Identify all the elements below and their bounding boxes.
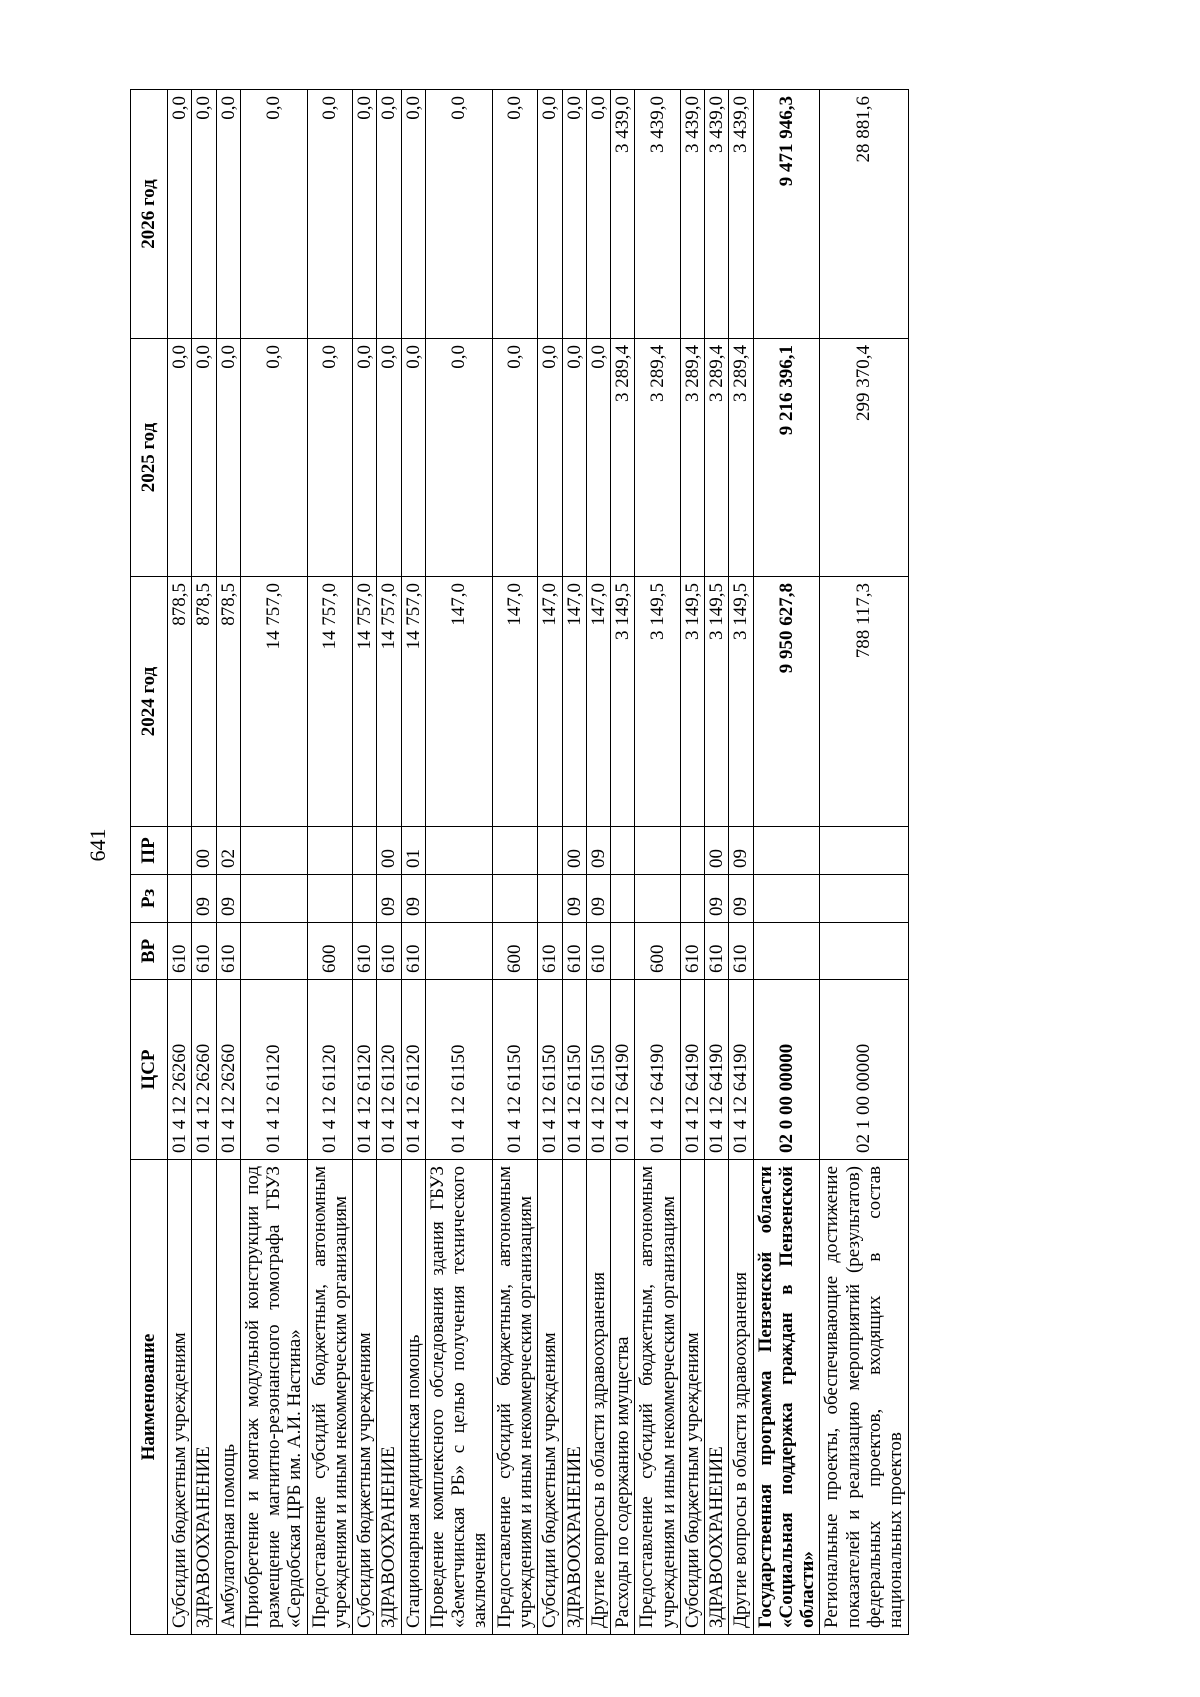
cell-csr: 01 4 12 26260: [168, 980, 192, 1160]
cell-csr: 01 4 12 26260: [192, 980, 216, 1160]
cell-y2024: 3 149,5: [705, 577, 729, 827]
table-header-row: [131, 90, 168, 1635]
cell-y2024: 878,5: [216, 577, 240, 827]
table-row: [401, 90, 425, 1635]
cell-name: Субсидии бюджетным учреждениям: [538, 1160, 562, 1635]
cell-name: Приобретение и монтаж модульной конструкции под размещение магнитно-резонансного томографа ГБУЗ «Сердобская ЦРБ им. А.И. Настина»: [240, 1160, 307, 1635]
header-2024: 2024 год: [131, 577, 168, 827]
cell-y2025: 3 289,4: [635, 339, 681, 577]
cell-rz: [538, 875, 562, 923]
cell-y2024: 147,0: [425, 577, 492, 827]
header-vr: ВР: [131, 923, 168, 980]
cell-name: Региональные проекты, обеспечивающие достижение показателей и реализацию мероприятий (результатов) федеральных проектов, входящих в состав национальных проектов: [820, 1160, 908, 1635]
cell-name: ЗДРАВООХРАНЕНИЕ: [192, 1160, 216, 1635]
cell-csr: 01 4 12 61150: [492, 980, 538, 1160]
cell-y2026: 0,0: [401, 90, 425, 339]
cell-name: ЗДРАВООХРАНЕНИЕ: [562, 1160, 586, 1635]
cell-pr: 00: [192, 827, 216, 875]
cell-y2026: 3 439,0: [635, 90, 681, 339]
cell-y2024: 14 757,0: [307, 577, 353, 827]
cell-y2025: 0,0: [192, 339, 216, 577]
cell-y2025: 3 289,4: [705, 339, 729, 577]
cell-rz: 09: [586, 875, 610, 923]
cell-y2026: 0,0: [425, 90, 492, 339]
cell-name: Субсидии бюджетным учреждениям: [168, 1160, 192, 1635]
cell-vr: 600: [635, 923, 681, 980]
cell-y2024: 878,5: [192, 577, 216, 827]
rotated-table-container: [130, 90, 1060, 1635]
cell-y2025: 0,0: [425, 339, 492, 577]
cell-name: Другие вопросы в области здравоохранения: [586, 1160, 610, 1635]
cell-rz: 09: [705, 875, 729, 923]
header-pr: ПР: [131, 827, 168, 875]
cell-y2026: 9 471 946,3: [753, 90, 820, 339]
cell-pr: [611, 827, 635, 875]
table-row: [377, 90, 401, 1635]
cell-vr: 610: [680, 923, 704, 980]
table-row: [307, 90, 353, 1635]
cell-rz: 09: [192, 875, 216, 923]
cell-csr: 01 4 12 61120: [240, 980, 307, 1160]
cell-vr: [240, 923, 307, 980]
cell-y2026: 0,0: [168, 90, 192, 339]
cell-rz: [820, 875, 908, 923]
cell-name: Субсидии бюджетным учреждениям: [680, 1160, 704, 1635]
cell-csr: 01 4 12 64190: [705, 980, 729, 1160]
cell-vr: 610: [401, 923, 425, 980]
cell-y2025: 0,0: [353, 339, 377, 577]
cell-pr: [492, 827, 538, 875]
table-row: [611, 90, 635, 1635]
cell-rz: [307, 875, 353, 923]
cell-y2026: 0,0: [538, 90, 562, 339]
cell-rz: [168, 875, 192, 923]
table-row: [425, 90, 492, 1635]
cell-pr: [820, 827, 908, 875]
cell-rz: 09: [216, 875, 240, 923]
cell-pr: [753, 827, 820, 875]
cell-y2026: 0,0: [586, 90, 610, 339]
cell-y2025: 0,0: [538, 339, 562, 577]
cell-rz: [492, 875, 538, 923]
cell-vr: [425, 923, 492, 980]
cell-name: Амбулаторная помощь: [216, 1160, 240, 1635]
cell-y2024: 147,0: [586, 577, 610, 827]
cell-y2025: 0,0: [216, 339, 240, 577]
cell-csr: 01 4 12 61120: [377, 980, 401, 1160]
cell-csr: 01 4 12 61150: [425, 980, 492, 1160]
cell-csr: 01 4 12 61120: [401, 980, 425, 1160]
cell-y2025: 0,0: [586, 339, 610, 577]
header-csr: ЦСР: [131, 980, 168, 1160]
cell-rz: 09: [562, 875, 586, 923]
table-row: [729, 90, 753, 1635]
cell-y2026: 0,0: [492, 90, 538, 339]
cell-rz: [611, 875, 635, 923]
cell-rz: [240, 875, 307, 923]
cell-y2026: 0,0: [307, 90, 353, 339]
cell-y2024: 3 149,5: [611, 577, 635, 827]
cell-csr: 01 4 12 61120: [307, 980, 353, 1160]
cell-rz: 09: [377, 875, 401, 923]
table-row: [705, 90, 729, 1635]
table-row: [492, 90, 538, 1635]
cell-y2025: 0,0: [401, 339, 425, 577]
cell-vr: 610: [705, 923, 729, 980]
cell-y2024: 14 757,0: [240, 577, 307, 827]
cell-y2024: 147,0: [538, 577, 562, 827]
cell-pr: [680, 827, 704, 875]
cell-name: ЗДРАВООХРАНЕНИЕ: [377, 1160, 401, 1635]
cell-vr: 600: [307, 923, 353, 980]
cell-csr: 02 0 00 00000: [753, 980, 820, 1160]
cell-y2026: 3 439,0: [611, 90, 635, 339]
cell-vr: 610: [586, 923, 610, 980]
header-2025: 2025 год: [131, 339, 168, 577]
cell-name: Предоставление субсидий бюджетным, автономным учреждениям и иным некоммерческим организациям: [635, 1160, 681, 1635]
cell-name: Предоставление субсидий бюджетным, автономным учреждениям и иным некоммерческим организациям: [307, 1160, 353, 1635]
cell-y2024: 3 149,5: [680, 577, 704, 827]
cell-pr: 02: [216, 827, 240, 875]
table-row: [635, 90, 681, 1635]
table-row: [820, 90, 908, 1635]
cell-y2024: 147,0: [562, 577, 586, 827]
cell-y2025: 0,0: [240, 339, 307, 577]
cell-pr: [240, 827, 307, 875]
cell-vr: 610: [377, 923, 401, 980]
table-row: [753, 90, 820, 1635]
cell-name: Другие вопросы в области здравоохранения: [729, 1160, 753, 1635]
cell-y2025: 3 289,4: [729, 339, 753, 577]
cell-pr: 01: [401, 827, 425, 875]
cell-csr: 01 4 12 61150: [562, 980, 586, 1160]
cell-csr: 01 4 12 61150: [586, 980, 610, 1160]
cell-vr: 610: [216, 923, 240, 980]
cell-csr: 01 4 12 61120: [353, 980, 377, 1160]
cell-pr: [353, 827, 377, 875]
cell-vr: 610: [538, 923, 562, 980]
cell-y2026: 3 439,0: [729, 90, 753, 339]
cell-pr: 00: [705, 827, 729, 875]
cell-vr: 610: [192, 923, 216, 980]
cell-csr: 01 4 12 64190: [729, 980, 753, 1160]
cell-rz: [680, 875, 704, 923]
cell-y2026: 0,0: [353, 90, 377, 339]
cell-y2024: 878,5: [168, 577, 192, 827]
cell-y2024: 14 757,0: [401, 577, 425, 827]
cell-y2024: 147,0: [492, 577, 538, 827]
cell-rz: [635, 875, 681, 923]
cell-vr: [753, 923, 820, 980]
cell-y2026: 3 439,0: [680, 90, 704, 339]
cell-name: Государственная программа Пензенской области «Социальная поддержка граждан в Пензенской области»: [753, 1160, 820, 1635]
cell-vr: [820, 923, 908, 980]
cell-rz: [353, 875, 377, 923]
cell-y2026: 0,0: [562, 90, 586, 339]
cell-csr: 01 4 12 26260: [216, 980, 240, 1160]
cell-pr: 00: [377, 827, 401, 875]
cell-csr: 01 4 12 64190: [611, 980, 635, 1160]
cell-y2025: 0,0: [307, 339, 353, 577]
cell-y2025: 9 216 396,1: [753, 339, 820, 577]
cell-rz: [425, 875, 492, 923]
cell-csr: 01 4 12 61150: [538, 980, 562, 1160]
cell-name: Расходы по содержанию имущества: [611, 1160, 635, 1635]
table-row: [538, 90, 562, 1635]
cell-pr: [168, 827, 192, 875]
table-row: [562, 90, 586, 1635]
cell-vr: 610: [729, 923, 753, 980]
cell-y2026: 0,0: [240, 90, 307, 339]
budget-table: [130, 89, 909, 1635]
cell-y2025: 299 370,4: [820, 339, 908, 577]
cell-vr: 610: [562, 923, 586, 980]
cell-y2024: 3 149,5: [729, 577, 753, 827]
cell-y2024: 14 757,0: [377, 577, 401, 827]
page-number: 641: [85, 828, 110, 862]
table-row: [216, 90, 240, 1635]
cell-name: ЗДРАВООХРАНЕНИЕ: [705, 1160, 729, 1635]
cell-pr: [635, 827, 681, 875]
cell-pr: 09: [586, 827, 610, 875]
cell-pr: 00: [562, 827, 586, 875]
cell-y2026: 28 881,6: [820, 90, 908, 339]
cell-name: Субсидии бюджетным учреждениям: [353, 1160, 377, 1635]
cell-y2024: 788 117,3: [820, 577, 908, 827]
cell-pr: 09: [729, 827, 753, 875]
cell-vr: 610: [353, 923, 377, 980]
cell-y2024: 9 950 627,8: [753, 577, 820, 827]
cell-name: Проведение комплексного обследования здания ГБУЗ «Земетчинская РБ» с целью получения технического заключения: [425, 1160, 492, 1635]
table-row: [680, 90, 704, 1635]
cell-pr: [538, 827, 562, 875]
table-row: [240, 90, 307, 1635]
cell-name: Предоставление субсидий бюджетным, автономным учреждениям и иным некоммерческим организациям: [492, 1160, 538, 1635]
table-row: [192, 90, 216, 1635]
cell-y2025: 0,0: [562, 339, 586, 577]
cell-y2025: 3 289,4: [611, 339, 635, 577]
cell-y2026: 0,0: [377, 90, 401, 339]
cell-y2026: 0,0: [192, 90, 216, 339]
header-2026: 2026 год: [131, 90, 168, 339]
cell-y2025: 0,0: [377, 339, 401, 577]
cell-y2024: 3 149,5: [635, 577, 681, 827]
cell-name: Стационарная медицинская помощь: [401, 1160, 425, 1635]
cell-csr: 02 1 00 00000: [820, 980, 908, 1160]
table-row: [353, 90, 377, 1635]
header-rz: Рз: [131, 875, 168, 923]
cell-y2024: 14 757,0: [353, 577, 377, 827]
cell-pr: [307, 827, 353, 875]
cell-rz: 09: [401, 875, 425, 923]
cell-y2025: 0,0: [168, 339, 192, 577]
cell-y2025: 3 289,4: [680, 339, 704, 577]
table-row: [168, 90, 192, 1635]
cell-pr: [425, 827, 492, 875]
cell-y2026: 3 439,0: [705, 90, 729, 339]
cell-y2025: 0,0: [492, 339, 538, 577]
table-row: [586, 90, 610, 1635]
cell-csr: 01 4 12 64190: [680, 980, 704, 1160]
cell-csr: 01 4 12 64190: [635, 980, 681, 1160]
cell-rz: 09: [729, 875, 753, 923]
cell-vr: [611, 923, 635, 980]
cell-vr: 600: [492, 923, 538, 980]
cell-vr: 610: [168, 923, 192, 980]
cell-rz: [753, 875, 820, 923]
header-name: Наименование: [131, 1160, 168, 1635]
cell-y2026: 0,0: [216, 90, 240, 339]
